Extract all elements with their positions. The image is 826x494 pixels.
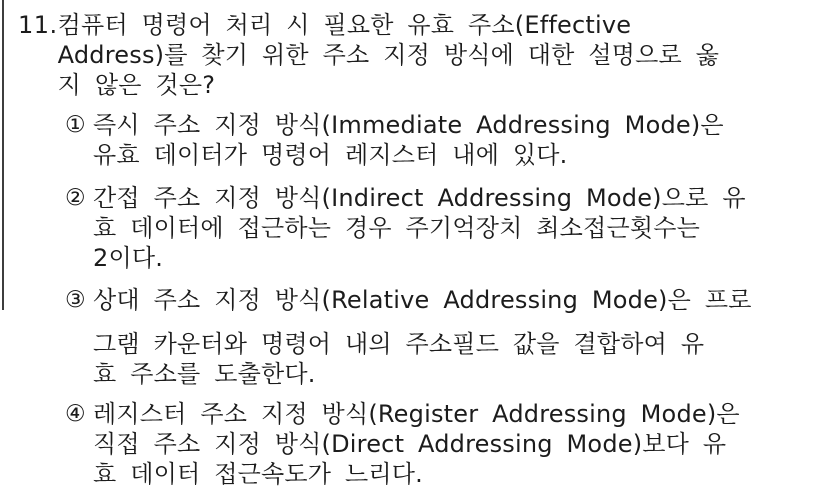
option-line: 효 데이터 접근속도가 느리다.	[93, 460, 423, 488]
option-line: 즉시 주소 지정 방식(Immediate Addressing Mode)은	[93, 111, 724, 139]
question-line: 지 않은 것은?	[57, 71, 216, 99]
option-line: 그램 카운터와 명령어 내의 주소필드 값을 결합하여 유	[93, 330, 705, 358]
options-list	[65, 110, 818, 489]
option-3-text	[93, 285, 818, 389]
option-line: 상대 주소 지정 방식(Relative Addressing Mode)은 프로	[93, 286, 752, 314]
question-line: Address)를 찾기 위한 주소 지정 방식에 대한 설명으로 옳	[57, 41, 720, 69]
option-line: 간접 주소 지정 방식(Indirect Addressing Mode)으로 유	[93, 184, 746, 212]
option-1-text	[93, 110, 818, 170]
option-3	[65, 285, 818, 389]
option-1-marker: ①	[65, 112, 86, 138]
column-divider-rule	[2, 0, 4, 310]
option-3-marker: ③	[65, 287, 86, 313]
option-line: 효 데이터에 접근하는 경우 주기억장치 최소접근횟수는	[93, 214, 700, 242]
option-2-marker: ②	[65, 185, 86, 211]
option-4-text	[93, 399, 818, 489]
option-2-text	[93, 183, 818, 273]
question-text	[58, 10, 818, 100]
option-line: 직접 주소 지정 방식(Direct Addressing Mode)보다 유	[93, 430, 727, 458]
question-block	[18, 10, 818, 489]
option-1	[65, 110, 818, 170]
option-4	[65, 399, 818, 489]
question-number: 11.	[18, 11, 58, 39]
option-line: 레지스터 주소 지정 방식(Register Addressing Mode)은	[93, 400, 740, 428]
option-4-marker: ④	[65, 401, 86, 427]
option-line: 유효 데이터가 명령어 레지스터 내에 있다.	[93, 141, 568, 169]
question-line: 컴퓨터 명령어 처리 시 필요한 유효 주소(Effective	[57, 11, 632, 39]
option-2	[65, 183, 818, 273]
option-line: 2이다.	[93, 244, 164, 272]
option-line: 효 주소를 도출한다.	[93, 360, 316, 388]
